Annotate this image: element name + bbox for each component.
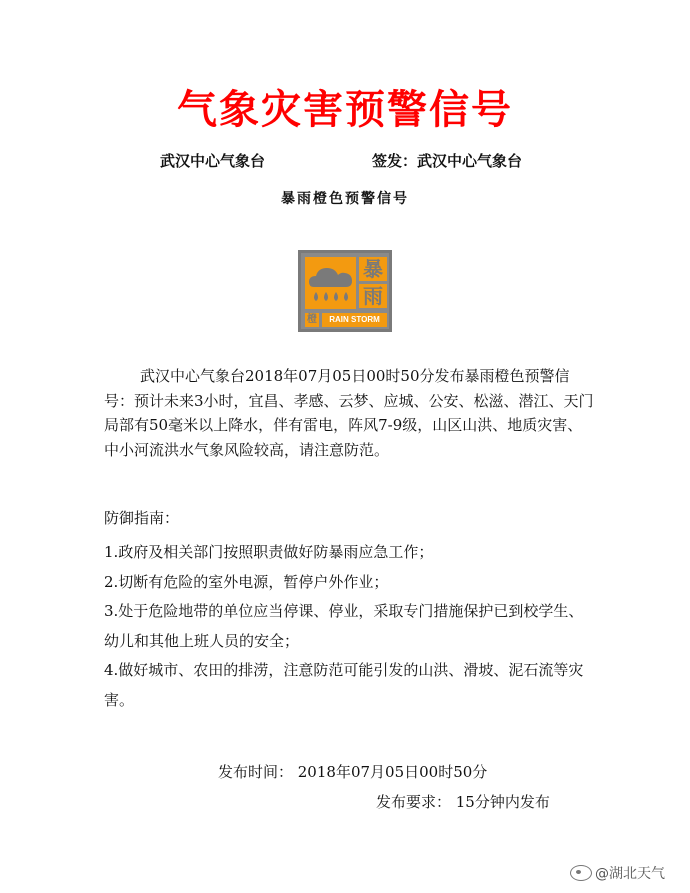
document-title: 气象灾害预警信号 (177, 86, 513, 133)
guide-item: 1.政府及相关部门按照职责做好防暴雨应急工作； (104, 543, 434, 561)
rain-cloud-icon (305, 257, 356, 309)
weibo-logo-icon (570, 865, 592, 881)
signal-char-rain: 雨 (359, 284, 387, 308)
signal-english-label: RAIN STORM (322, 313, 387, 327)
issuer: 武汉中心气象台 (160, 152, 266, 170)
guide-title: 防御指南： (104, 509, 180, 527)
guide-item: 4.做好城市、农田的排涝，注意防范可能引发的山洪、滑坡、泥石流等灾害。 (104, 661, 584, 709)
signal-subtitle: 暴雨橙色预警信号 (281, 191, 409, 207)
guide-item: 3.处于危险地带的单位应当停课、停业，采取专门措施保护已到校学生、幼儿和其他上班人员的安全； (104, 602, 584, 650)
signal-level-badge: 橙 (307, 314, 317, 325)
signal-char-storm: 暴 (359, 257, 387, 281)
rainstorm-orange-signal-icon (298, 250, 392, 332)
warning-body: 武汉中心气象台2018年07月05日00时50分发布暴雨橙色预警信号：预计未来3小时，宜昌、孝感、云梦、应城、公安、松滋、潜江、天门局部有50毫米以上降水，伴有雷电，阵风7-9级，山区山洪、地质灾害、中小河流洪水气象风险较高，请注意防范。 (104, 367, 594, 459)
publish-time: 发布时间： 2018年07月05日00时50分 (218, 763, 488, 781)
guide-item: 2.切断有危险的室外电源，暂停户外作业； (104, 572, 389, 591)
weibo-watermark (570, 862, 665, 884)
watermark-text: @湖北天气 (595, 866, 665, 882)
publish-requirement: 发布要求： 15分钟内发布 (376, 793, 550, 811)
guide-list (104, 538, 594, 715)
signer: 签发：武汉中心气象台 (372, 152, 523, 170)
